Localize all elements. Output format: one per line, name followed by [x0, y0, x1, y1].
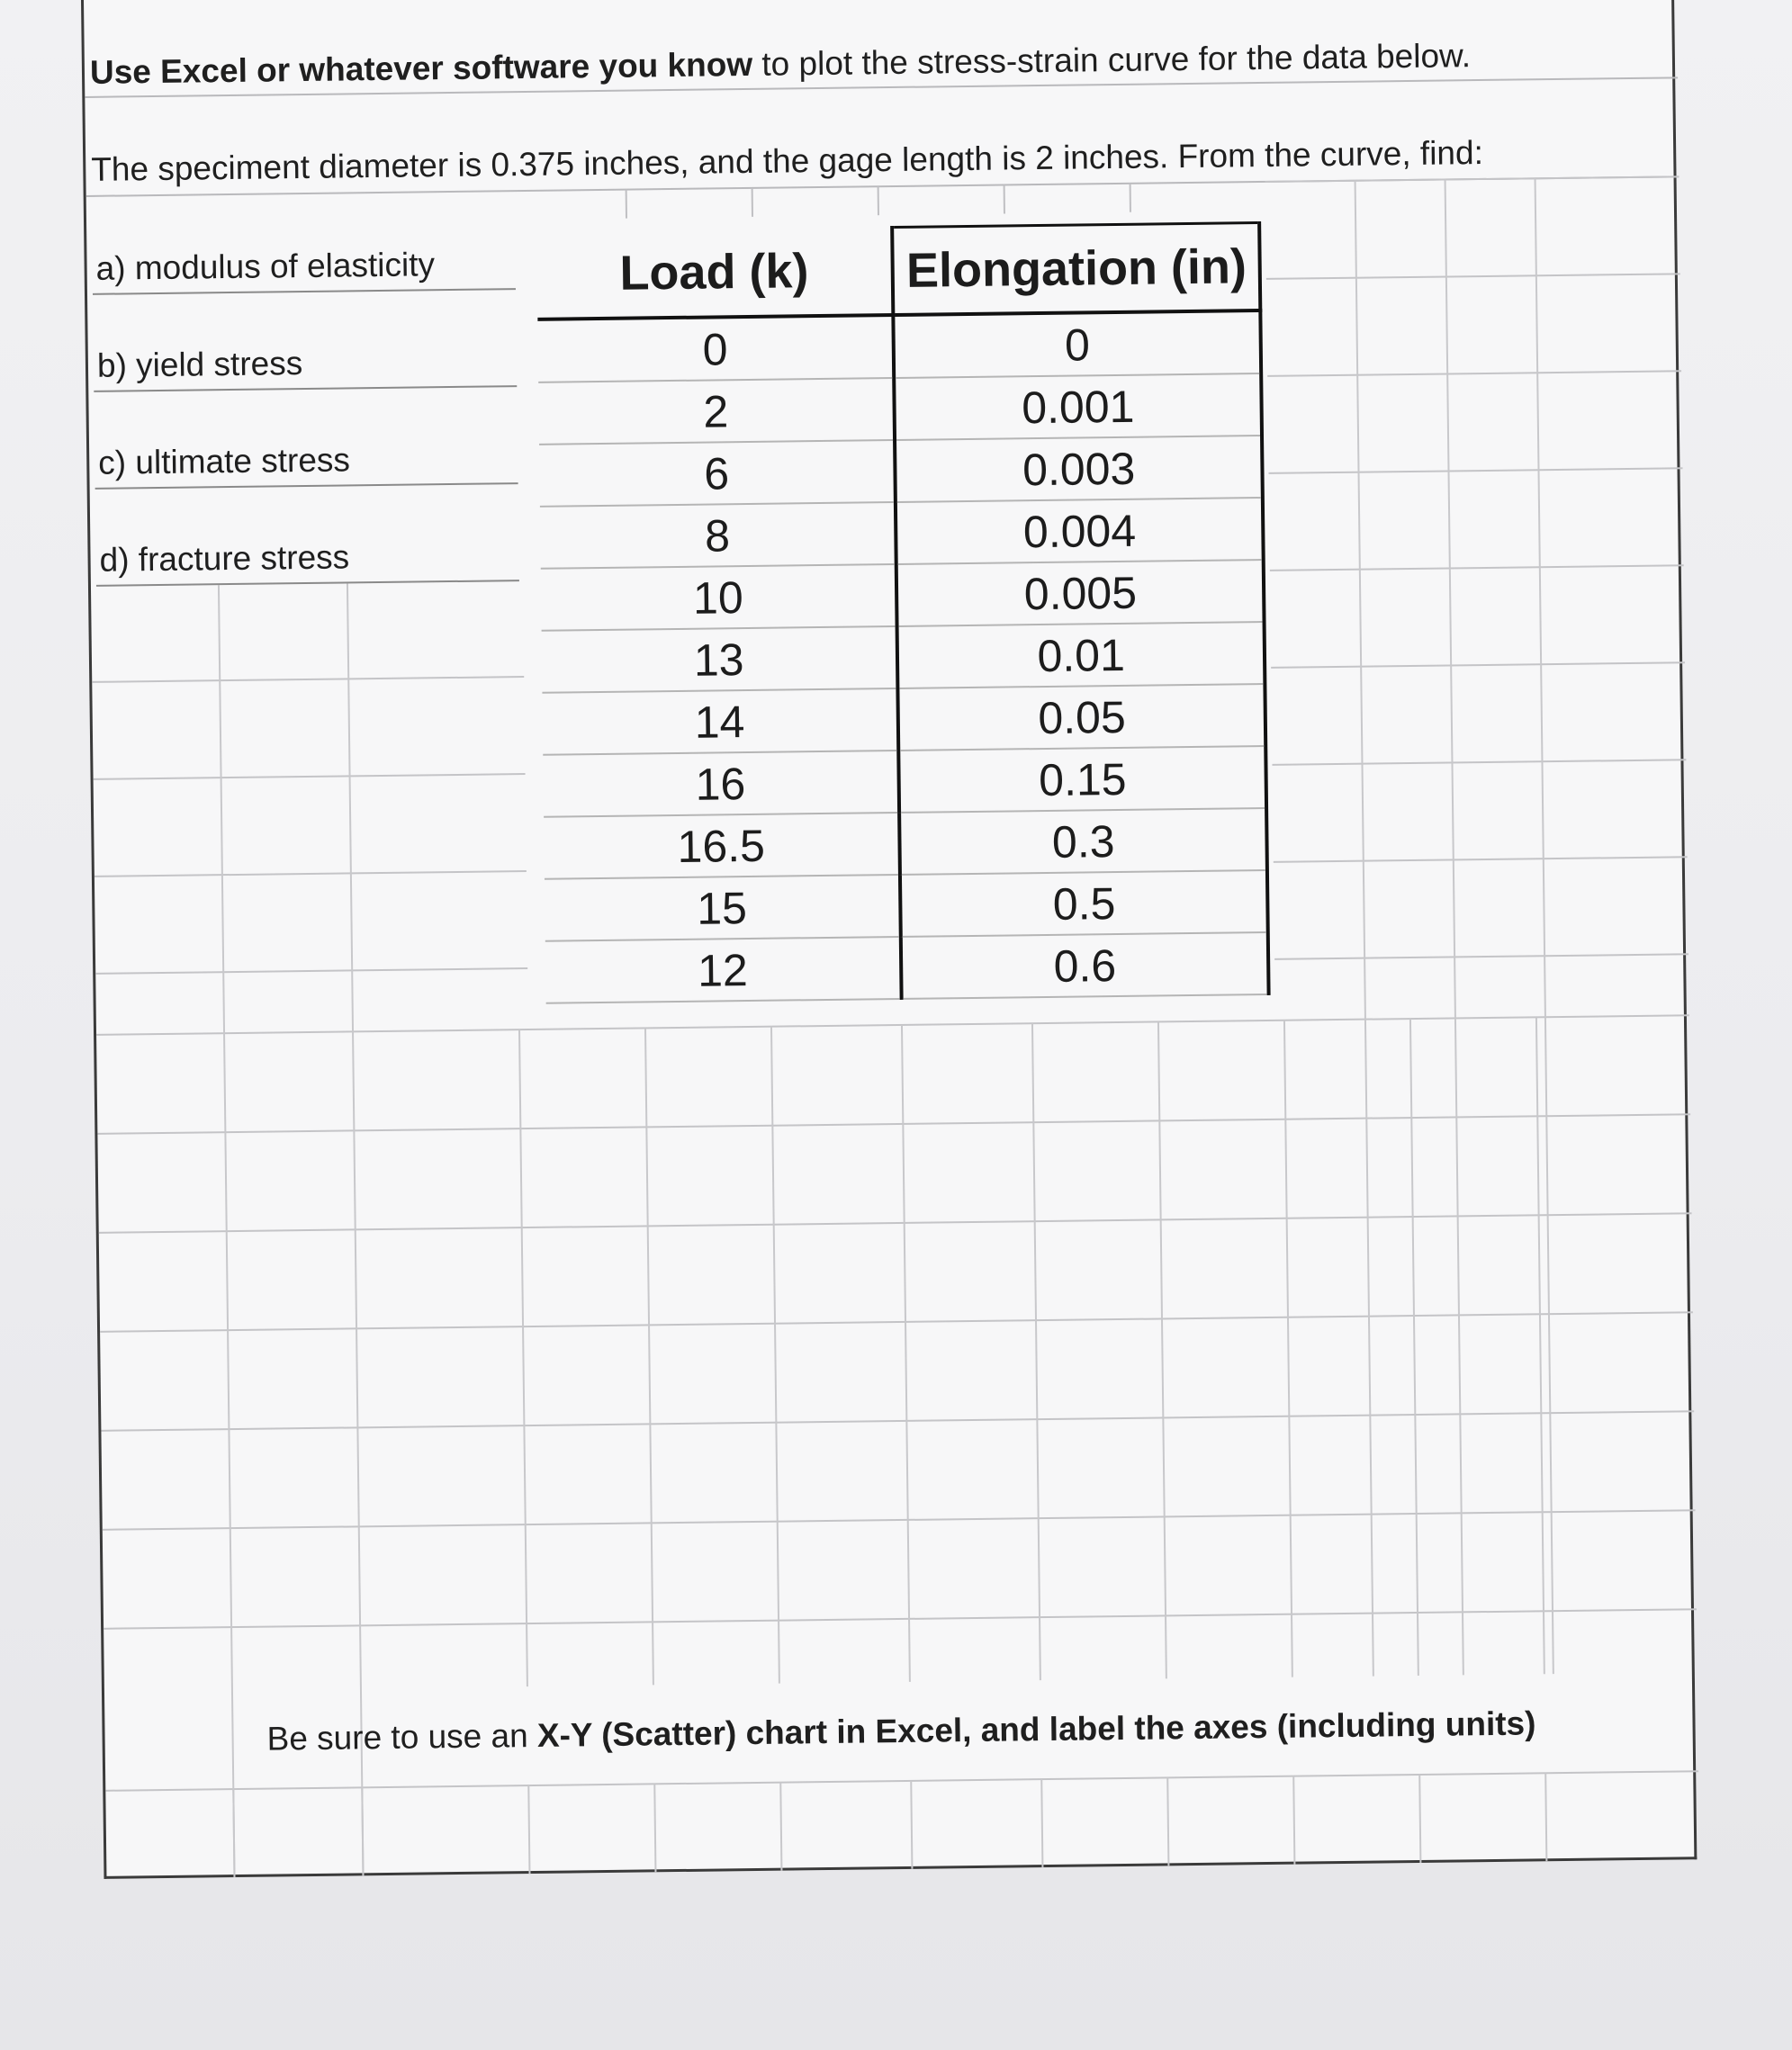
- footer-prefix: Be sure to use an: [266, 1716, 538, 1758]
- instruction-line-1-bold: Use Excel or whatever software you know: [89, 45, 753, 91]
- table-row: [545, 870, 1268, 941]
- gridline: [1041, 1779, 1042, 1867]
- gridline: [99, 1213, 1692, 1233]
- table-row: [538, 373, 1262, 445]
- gridline: [1267, 371, 1681, 376]
- load-value: 13: [542, 626, 898, 693]
- elongation-value: 0.005: [896, 560, 1264, 626]
- gridline: [1269, 468, 1683, 473]
- table-row: [542, 622, 1265, 693]
- gridline: [1271, 662, 1685, 668]
- gridline: [92, 677, 524, 682]
- gridline: [780, 1783, 781, 1871]
- load-value: 16.5: [544, 813, 900, 879]
- load-value: 14: [542, 688, 898, 755]
- table-row: [545, 932, 1269, 1003]
- elongation-value: 0: [894, 310, 1261, 378]
- instruction-line-2: The speciment diameter is 0.375 inches, and the gage length is 2 inches. From the curve, find:: [91, 133, 1484, 188]
- gridline: [528, 1785, 529, 1874]
- gridline: [97, 1114, 1690, 1134]
- table-row: [543, 746, 1266, 817]
- elongation-value: 0.05: [898, 684, 1265, 751]
- elongation-value: 0.003: [895, 436, 1262, 502]
- load-value: 16: [543, 751, 899, 817]
- question-ultimate: c) ultimate stress: [98, 441, 351, 481]
- gridline: [1293, 1776, 1294, 1865]
- table-row: [540, 498, 1264, 569]
- gridline: [1355, 181, 1373, 1677]
- footer-bold: X-Y (Scatter) chart in Excel, and label the axes (including units): [536, 1704, 1536, 1754]
- load-value: 12: [545, 937, 902, 1003]
- question-modulus: a) modulus of elasticity: [95, 246, 436, 287]
- gridline: [233, 1789, 234, 1877]
- gridline: [104, 1609, 1697, 1629]
- elongation-value: 0.004: [896, 498, 1263, 564]
- load-value: 2: [538, 378, 895, 445]
- table-header-row: [536, 223, 1260, 319]
- gridline: [96, 1015, 1689, 1035]
- table-row: [544, 808, 1267, 879]
- gridline: [654, 1784, 655, 1872]
- gridline: [1535, 178, 1553, 1674]
- load-value: 15: [545, 875, 901, 941]
- gridline: [1274, 954, 1688, 959]
- elongation-value: 0.3: [900, 808, 1267, 875]
- question-fracture: d) fracture stress: [99, 538, 350, 579]
- instruction-line-1-rest: to plot the stress-strain curve for the data below.: [752, 37, 1472, 83]
- table-row: [539, 436, 1263, 507]
- gridline: [1167, 1777, 1168, 1866]
- table-row: [541, 560, 1265, 631]
- gridline: [101, 1411, 1694, 1431]
- gridline: [1272, 760, 1686, 765]
- elongation-value: 0.001: [895, 373, 1262, 440]
- load-elongation-table: [536, 221, 1270, 1004]
- gridline: [1419, 1775, 1420, 1863]
- elongation-value: 0.15: [899, 746, 1266, 813]
- load-column-header: Load (k): [536, 228, 894, 319]
- gridline: [95, 871, 527, 877]
- load-value: 6: [539, 440, 896, 507]
- table-row: [542, 684, 1265, 755]
- gridline: [1545, 1773, 1546, 1861]
- gridline: [362, 1787, 363, 1875]
- elongation-column-header: Elongation (in): [893, 223, 1261, 315]
- table-row: [537, 310, 1261, 382]
- gridline: [1265, 176, 1679, 182]
- load-value: 8: [540, 502, 896, 569]
- elongation-value: 0.01: [897, 622, 1265, 688]
- question-yield: b) yield stress: [96, 345, 303, 384]
- gridline: [103, 1510, 1696, 1530]
- gridline: [1270, 565, 1684, 571]
- gridline: [1266, 274, 1680, 279]
- gridline: [94, 774, 526, 779]
- gridline: [105, 1771, 1698, 1791]
- load-value: 0: [537, 315, 894, 382]
- gridline: [95, 968, 527, 974]
- gridline: [100, 1312, 1693, 1332]
- table-body: [537, 310, 1268, 1003]
- worksheet-page: [81, 0, 1697, 1879]
- elongation-value: 0.5: [900, 870, 1267, 937]
- gridline: [1274, 857, 1688, 862]
- gridline: [1445, 179, 1463, 1675]
- elongation-value: 0.6: [901, 932, 1268, 999]
- gridline: [911, 1781, 912, 1869]
- load-value: 10: [541, 564, 897, 631]
